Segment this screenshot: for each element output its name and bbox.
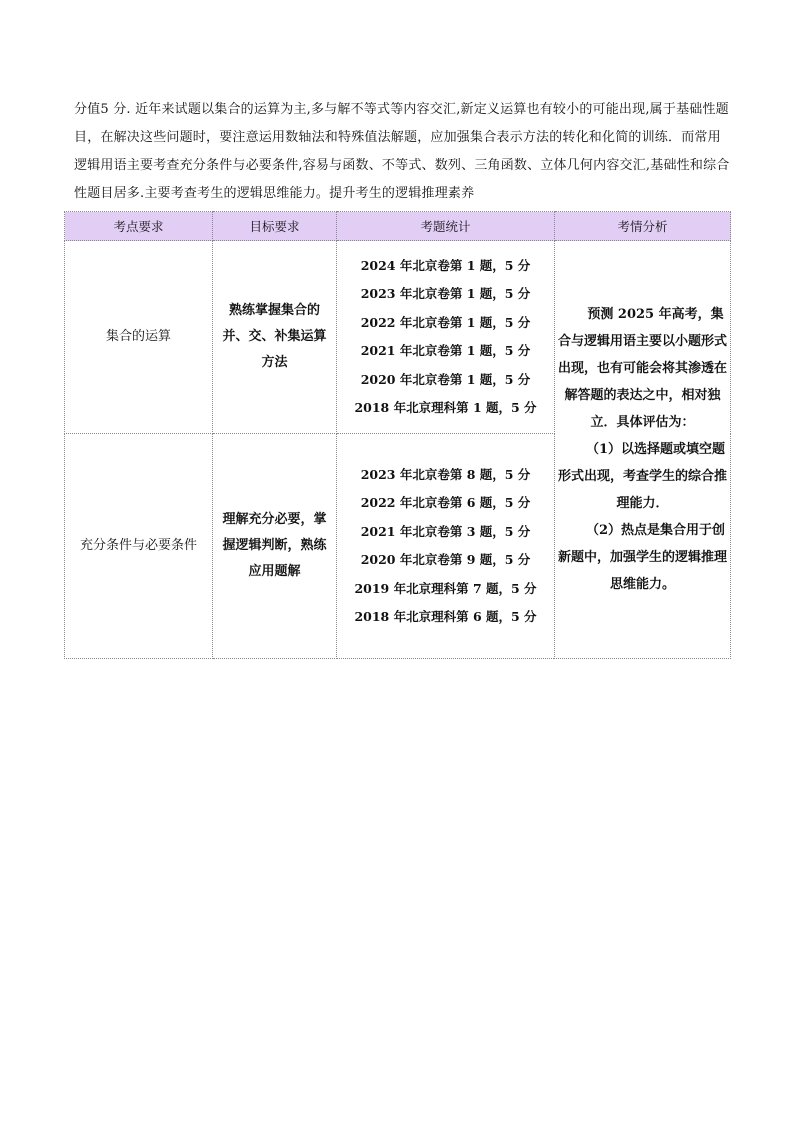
stats-item: 2024 年北京卷第 1 题，5 分 <box>360 257 531 273</box>
stats-item: 2021 年北京卷第 3 题，5 分 <box>360 523 531 539</box>
stats-item: 2018 年北京理科第 1 题，5 分 <box>354 400 537 415</box>
topic-cell <box>65 241 213 434</box>
analysis-paragraph: （1）以选择题或填空题形式出现，考查学生的综合推理能力． <box>557 442 727 511</box>
stats-item: 2022 年北京卷第 6 题，5 分 <box>360 495 531 510</box>
stats-item: 2022 年北京卷第 1 题，5 分 <box>360 314 531 330</box>
stats-item: 2023 年北京卷第 1 题，5 分 <box>360 286 531 301</box>
table-row <box>65 241 731 434</box>
stats-item: 2023 年北京卷第 8 题，5 分 <box>360 466 531 482</box>
intro-paragraph <box>74 96 730 208</box>
stats-cell <box>337 241 555 434</box>
stats-list <box>337 252 554 423</box>
topic-label: 充分条件与必要条件 <box>79 538 197 553</box>
header-topic: 考点要求 <box>65 212 213 241</box>
target-text: 熟练掌握集合的并、交、补集运算方法 <box>222 303 327 370</box>
analysis-paragraph: （2）热点是集合用于创新题中，加强学生的逻辑推理思维能力。 <box>557 523 727 592</box>
stats-item: 2020 年北京卷第 1 题，5 分 <box>360 371 531 387</box>
analysis-paragraph: 预测 2025 年高考，集合与逻辑用语主要以小题形式出现，也有可能会将其渗透在解答题的表达之中，相对独立．具体评估为： <box>557 307 727 430</box>
stats-item: 2020 年北京卷第 9 题，5 分 <box>360 552 531 567</box>
target-cell <box>213 241 337 434</box>
stats-item: 2018 年北京理科第 6 题，5 分 <box>354 609 537 624</box>
analysis-cell <box>555 241 731 659</box>
header-target: 目标要求 <box>213 212 337 241</box>
topic-label: 集合的运算 <box>105 329 171 344</box>
header-analysis: 考情分析 <box>555 212 731 241</box>
topic-cell <box>65 434 213 659</box>
table-header-row <box>65 212 731 241</box>
header-stats: 考题统计 <box>337 212 555 241</box>
stats-cell <box>337 434 555 659</box>
stats-item: 2021 年北京卷第 1 题，5 分 <box>360 343 531 358</box>
target-text: 理解充分必要，掌握逻辑判断，熟练应用题解 <box>222 512 327 579</box>
stats-list <box>337 461 554 632</box>
intro-text: 分值5 分. 近年来试题以集合的运算为主,多与解不等式等内容交汇,新定义运算也有较小的可能出现,属于基础性题目，在解决这些问题时，要注意运用数轴法和特殊值法解题，应加强集合表示方法的转化和化简的训练．而常用逻辑用语主要考查充分条件与必要条件,容易与函数、不等式、数列、三角函数、立体几何内容交汇,基础性和综合性题目居多.主要考查考生的逻辑思维能力。提升考生的逻辑推理素养 <box>74 102 730 201</box>
exam-analysis-table <box>64 211 731 659</box>
stats-item: 2019 年北京理科第 7 题，5 分 <box>354 580 537 596</box>
target-cell <box>213 434 337 659</box>
